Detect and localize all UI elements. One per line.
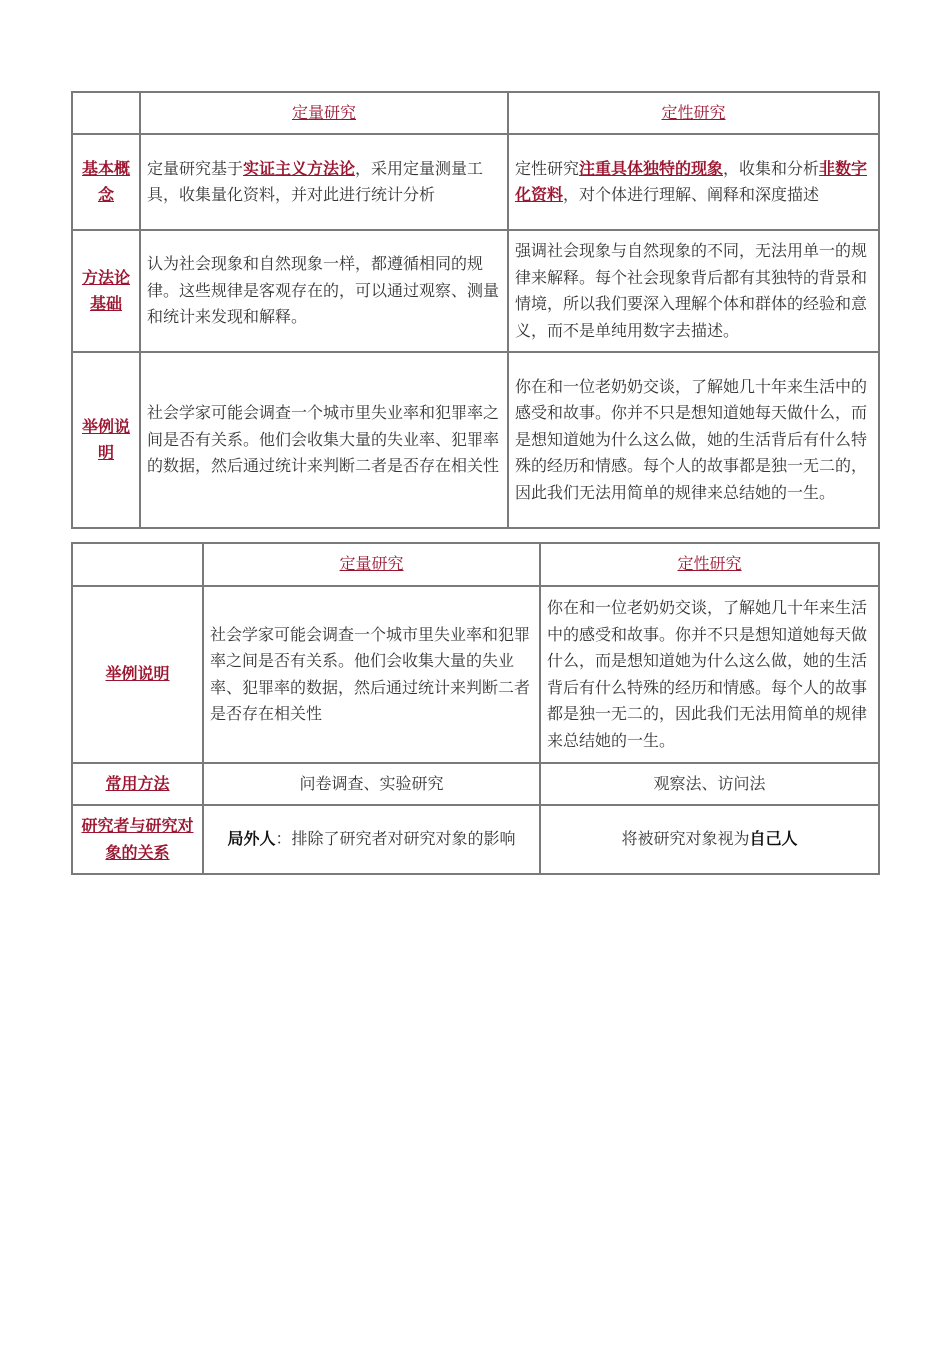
table1-label-example: 举例说明 [72,352,140,528]
table1-method-qual: 强调社会现象与自然现象的不同，无法用单一的规律来解释。每个社会现象背后都有其独特的背景和情境，所以我们要深入理解个体和群体的经验和意义，而不是单纯用数字去描述。 [508,230,879,352]
table1-header-row [72,92,879,134]
table2-relation-qual [540,805,879,874]
table1-basic-quant [140,134,508,230]
table2-row-relation [72,805,879,874]
table2-example-quant: 社会学家可能会调查一个城市里失业率和犯罪率之间是否有关系。他们会收集大量的失业率、犯罪率的数据，然后通过统计来判断二者是否存在相关性 [203,586,540,763]
table2-corner-cell [72,543,203,586]
table1-label-method: 方法论基础 [72,230,140,352]
table2-methods-qual: 观察法、访问法 [540,763,879,805]
comparison-table-1 [71,91,880,529]
table2-example-qual: 你在和一位老奶奶交谈，了解她几十年来生活中的感受和故事。你并不只是想知道她每天做什么，而是想知道她为什么这么做，她的生活背后有什么特殊的经历和情感。每个人的故事都是独一无二的，因此我们无法用简单的规律来总结她的一生。 [540,586,879,763]
relation-qual-pre: 将被研究对象视为 [621,829,750,849]
table1-row-example [72,352,879,528]
basic-qual-post: ，对个体进行理解、阐释和深度描述 [563,185,820,204]
table1-row-basic [72,134,879,230]
table2-header-qual: 定性研究 [540,543,879,586]
table1-row-method [72,230,879,352]
basic-qual-highlight-1: 注重具体独特的现象 [579,158,724,178]
relation-quant-rest: ：排除了研究者对研究对象的影响 [275,829,516,849]
table1-example-quant: 社会学家可能会调查一个城市里失业率和犯罪率之间是否有关系。他们会收集大量的失业率、犯罪率的数据，然后通过统计来判断二者是否存在相关性 [140,352,508,528]
table1-basic-qual [508,134,879,230]
table2-methods-quant: 问卷调查、实验研究 [203,763,540,805]
basic-qual-pre: 定性研究 [515,158,580,178]
basic-quant-highlight: 实证主义方法论 [243,158,356,178]
basic-qual-mid: ，收集和分析 [723,158,820,178]
table2-relation-quant [203,805,540,874]
table1-header-qual: 定性研究 [508,92,879,134]
table2-row-methods [72,763,879,805]
basic-quant-post: ，采用定量测量工具，收集量化资料，并对此进行统计分析 [147,158,484,204]
table2-header-quant: 定量研究 [203,543,540,586]
relation-quant-strong: 局外人 [227,829,276,849]
relation-qual-strong: 自己人 [749,829,798,849]
table2-label-relation: 研究者与研究对象的关系 [72,805,203,874]
table2-label-methods: 常用方法 [72,763,203,805]
table2-row-example [72,586,879,763]
table1-header-quant: 定量研究 [140,92,508,134]
table1-example-qual: 你在和一位老奶奶交谈，了解她几十年来生活中的感受和故事。你并不只是想知道她每天做什么，而是想知道她为什么这么做，她的生活背后有什么特殊的经历和情感。每个人的故事都是独一无二的，因此我们无法用简单的规律来总结她的一生。 [508,352,879,528]
table2-label-example: 举例说明 [72,586,203,763]
basic-quant-pre: 定量研究基于 [147,158,244,178]
basic-qual-highlight-2: 非数字化资料 [515,158,868,204]
table1-corner-cell [72,92,140,134]
table1-method-quant: 认为社会现象和自然现象一样，都遵循相同的规律。这些规律是客观存在的，可以通过观察、测量和统计来发现和解释。 [140,230,508,352]
table2-header-row [72,543,879,586]
comparison-table-2 [71,542,880,875]
table1-label-basic: 基本概念 [72,134,140,230]
